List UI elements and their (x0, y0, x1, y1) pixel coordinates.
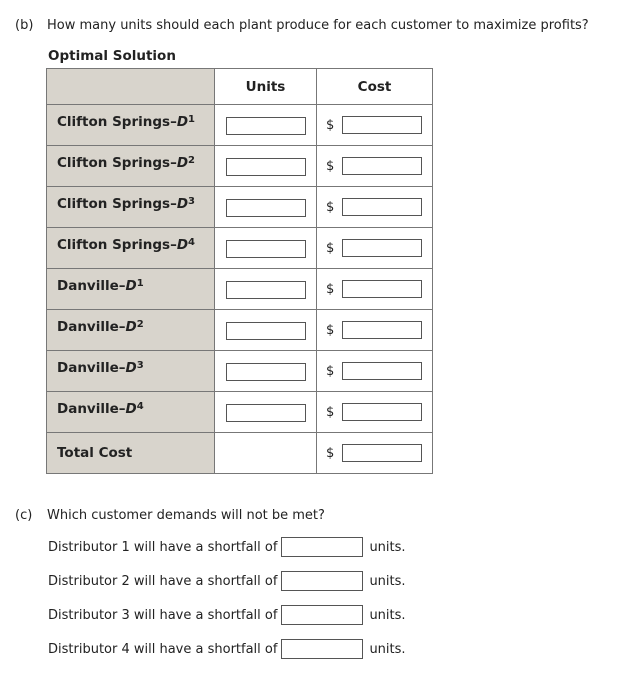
plant-name: Danville (57, 360, 119, 376)
table-row (47, 310, 433, 351)
table-row (47, 187, 433, 228)
total-cost-cell (317, 433, 433, 474)
dollar-sign: $ (326, 117, 335, 133)
cost-input[interactable] (342, 403, 422, 421)
destination-letter: D (176, 237, 189, 253)
question-b (15, 18, 589, 33)
units-input[interactable] (226, 240, 306, 258)
units-input[interactable] (226, 363, 306, 381)
dollar-sign: $ (326, 281, 335, 297)
units-suffix: units. (369, 539, 406, 555)
shortfall-text: Distributor 3 will have a shortfall of (48, 607, 278, 623)
shortfall-input[interactable] (281, 639, 363, 659)
units-input[interactable] (226, 281, 306, 299)
plant-name: Clifton Springs (57, 114, 171, 130)
dash: – (170, 196, 177, 212)
units-input[interactable] (226, 199, 306, 217)
total-units-blank-cell (215, 433, 317, 474)
units-column-header: Units (215, 69, 317, 105)
units-cell (215, 146, 317, 187)
dollar-sign: $ (326, 322, 335, 338)
dollar-sign: $ (326, 199, 335, 215)
destination-subscript: 1 (188, 114, 195, 125)
units-cell (215, 392, 317, 433)
destination-letter: D (176, 114, 189, 130)
route-label (47, 392, 215, 433)
cost-cell (317, 310, 433, 351)
destination-subscript: 3 (188, 196, 195, 207)
units-input[interactable] (226, 322, 306, 340)
shortfall-input[interactable] (281, 537, 363, 557)
units-cell (215, 269, 317, 310)
destination-subscript: 2 (136, 319, 144, 330)
destination-subscript: 4 (188, 237, 195, 248)
total-cost-input[interactable] (342, 444, 422, 462)
units-suffix: units. (369, 607, 406, 623)
cost-input[interactable] (342, 198, 422, 216)
destination-subscript: 1 (136, 278, 144, 289)
dash: – (118, 278, 126, 294)
route-label (47, 105, 215, 146)
dash: – (170, 237, 177, 253)
shortfall-text: Distributor 4 will have a shortfall of (48, 641, 278, 657)
route-label (47, 146, 215, 187)
table-row (47, 146, 433, 187)
dollar-sign: $ (326, 445, 335, 461)
header-blank-cell (47, 69, 215, 105)
shortfall-row (48, 571, 406, 591)
total-cost-label (47, 433, 215, 474)
dash: – (118, 360, 126, 376)
cost-input[interactable] (342, 362, 422, 380)
optimal-solution-title: Optimal Solution (48, 48, 176, 64)
cost-input[interactable] (342, 116, 422, 134)
cost-input[interactable] (342, 280, 422, 298)
shortfall-text: Distributor 1 will have a shortfall of (48, 539, 278, 555)
cost-cell (317, 269, 433, 310)
destination-subscript: 4 (136, 401, 144, 412)
cost-input[interactable] (342, 239, 422, 257)
destination-letter: D (125, 401, 137, 417)
dollar-sign: $ (326, 158, 335, 174)
shortfall-row (48, 605, 406, 625)
optimal-solution-table (46, 68, 433, 474)
plant-name: Danville (57, 401, 119, 417)
units-cell (215, 187, 317, 228)
table-header-row (47, 69, 433, 105)
table-row (47, 351, 433, 392)
cost-cell (317, 392, 433, 433)
shortfall-input[interactable] (281, 605, 363, 625)
route-label (47, 228, 215, 269)
dash: – (170, 155, 177, 171)
question-c (15, 508, 325, 523)
dash: – (170, 114, 177, 130)
dollar-sign: $ (326, 404, 335, 420)
destination-subscript: 2 (188, 155, 195, 166)
units-cell (215, 310, 317, 351)
destination-letter: D (125, 360, 137, 376)
cost-cell (317, 228, 433, 269)
question-c-text: Which customer demands will not be met? (47, 508, 325, 523)
dash: – (118, 401, 126, 417)
cost-cell (317, 351, 433, 392)
table-row (47, 228, 433, 269)
units-suffix: units. (369, 641, 406, 657)
cost-cell (317, 105, 433, 146)
route-label (47, 187, 215, 228)
cost-cell (317, 146, 433, 187)
cost-column-header: Cost (317, 69, 433, 105)
route-label (47, 269, 215, 310)
plant-name: Clifton Springs (57, 237, 171, 253)
units-input[interactable] (226, 404, 306, 422)
destination-letter: D (176, 196, 189, 212)
plant-name: Clifton Springs (57, 196, 171, 212)
total-cost-row (47, 433, 433, 474)
question-b-label: (b) (15, 18, 34, 33)
shortfall-text: Distributor 2 will have a shortfall of (48, 573, 278, 589)
route-label (47, 310, 215, 351)
shortfall-row (48, 537, 406, 557)
cost-input[interactable] (342, 321, 422, 339)
destination-letter: D (176, 155, 189, 171)
dollar-sign: $ (326, 240, 335, 256)
question-b-text: How many units should each plant produce for each customer to maximize profits? (47, 18, 589, 33)
destination-letter: D (125, 319, 137, 335)
cost-cell (317, 187, 433, 228)
table-row (47, 269, 433, 310)
destination-subscript: 3 (136, 360, 144, 371)
units-cell (215, 105, 317, 146)
route-label (47, 351, 215, 392)
table-row (47, 105, 433, 146)
plant-name: Danville (57, 319, 119, 335)
units-cell (215, 228, 317, 269)
plant-name: Danville (57, 278, 119, 294)
destination-letter: D (125, 278, 137, 294)
plant-name: Clifton Springs (57, 155, 171, 171)
question-c-label: (c) (15, 508, 33, 523)
units-cell (215, 351, 317, 392)
shortfall-input[interactable] (281, 571, 363, 591)
table-row (47, 392, 433, 433)
total-cost-label-text: Total Cost (57, 445, 133, 461)
dash: – (118, 319, 126, 335)
units-input[interactable] (226, 117, 306, 135)
units-input[interactable] (226, 158, 306, 176)
shortfall-row (48, 639, 406, 659)
cost-input[interactable] (342, 157, 422, 175)
dollar-sign: $ (326, 363, 335, 379)
units-suffix: units. (369, 573, 406, 589)
